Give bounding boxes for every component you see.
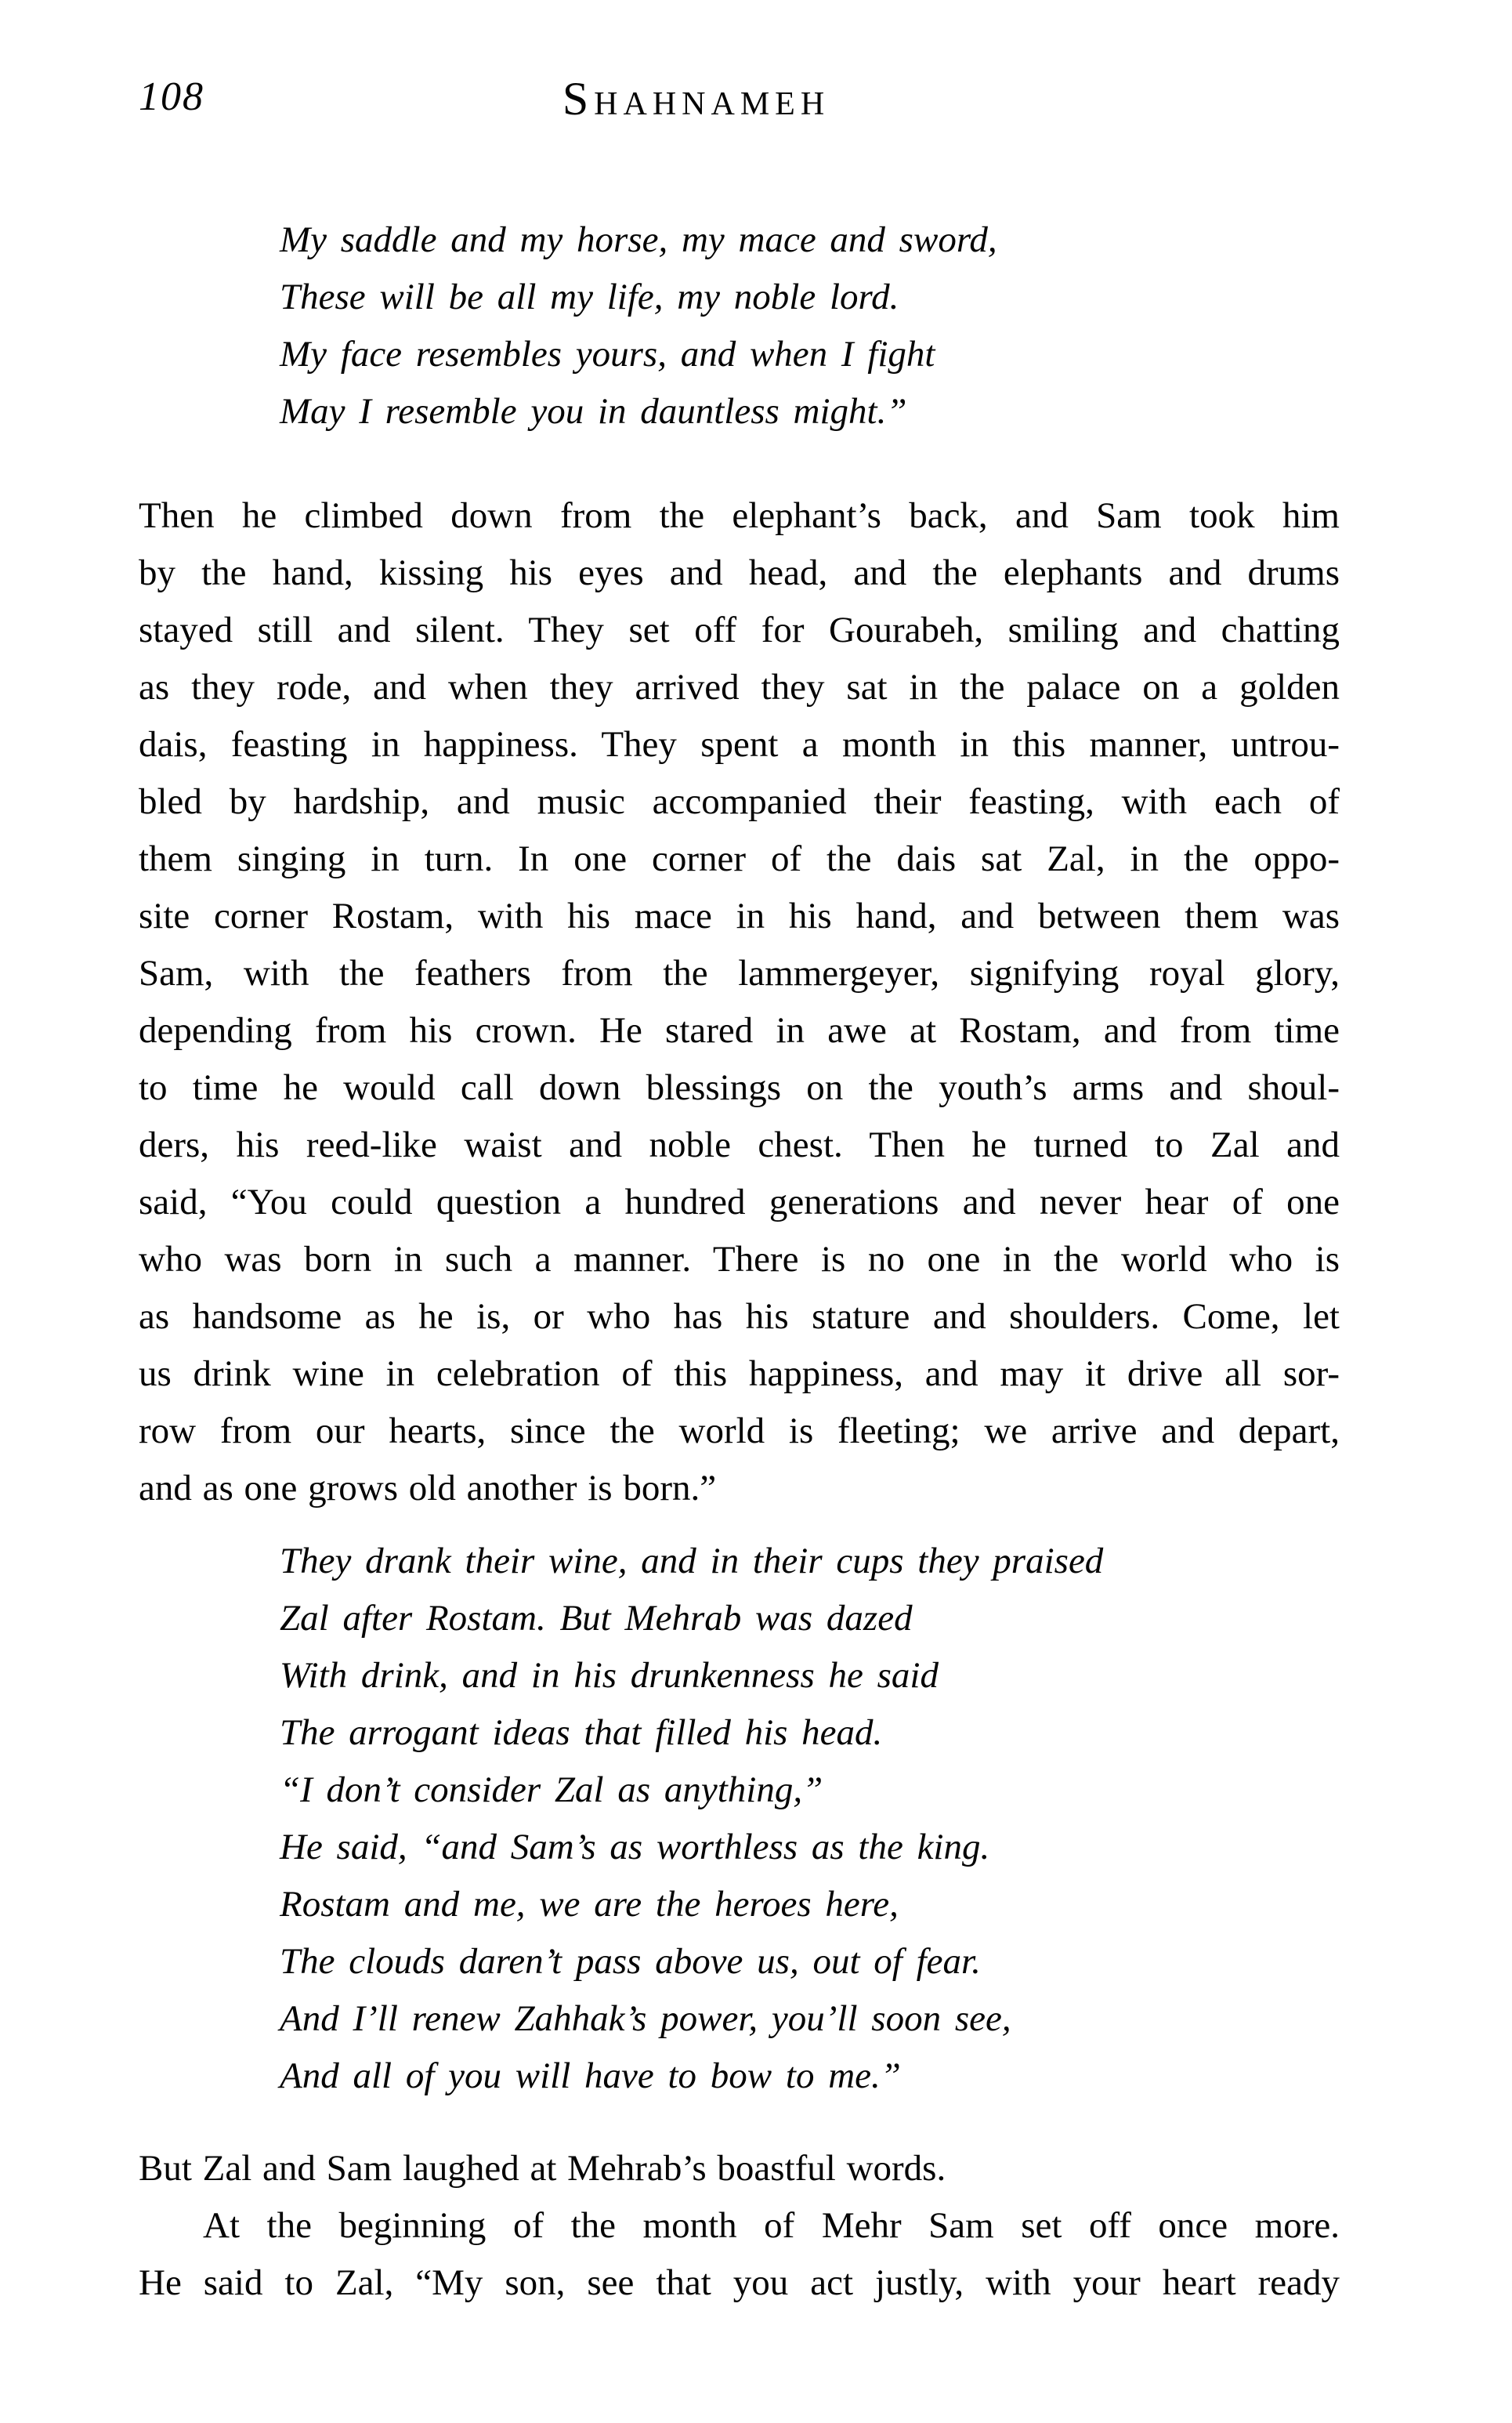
verse-line: My face resembles yours, and when I fight	[280, 334, 935, 375]
prose-line: At the beginning of the month of Mehr Sam set off once more.	[203, 2205, 1340, 2246]
verse-block-2	[280, 1533, 1103, 2105]
prose-line: row from our hearts, since the world is fleeting; we arrive and depart,	[139, 1411, 1340, 1451]
verse-line: These will be all my life, my noble lord.	[280, 277, 899, 317]
prose-line: bled by hardship, and music accompanied their feasting, with each of	[139, 781, 1340, 822]
prose-line: by the hand, kissing his eyes and head, and the elephants and drums	[139, 552, 1340, 593]
verse-block-1	[280, 212, 997, 440]
verse-line: May I resemble you in dauntless might.”	[280, 391, 907, 432]
prose-line: ders, his reed-like waist and noble chest. Then he turned to Zal and	[139, 1125, 1340, 1165]
prose-line: said, “You could question a hundred generations and never hear of one	[139, 1182, 1340, 1222]
prose-line: stayed still and silent. They set off for Gourabeh, smiling and chatting	[139, 610, 1340, 650]
prose-paragraph-1	[139, 487, 1340, 1517]
verse-line: With drink, and in his drunkenness he said	[280, 1655, 939, 1696]
prose-line: to time he would call down blessings on the youth’s arms and shoul-	[139, 1067, 1340, 1108]
running-head: Shahnameh	[562, 73, 830, 125]
verse-line: He said, “and Sam’s as worthless as the king.	[280, 1827, 990, 1867]
verse-line: Rostam and me, we are the heroes here,	[280, 1884, 899, 1925]
prose-line: depending from his crown. He stared in awe at Rostam, and from time	[139, 1010, 1340, 1051]
verse-line: Zal after Rostam. But Mehrab was dazed	[280, 1598, 913, 1639]
prose-line: as they rode, and when they arrived they sat in the palace on a golden	[139, 667, 1340, 708]
prose-line: and as one grows old another is born.”	[139, 1468, 717, 1508]
prose-line: us drink wine in celebration of this happiness, and may it drive all sor-	[139, 1353, 1340, 1394]
prose-line: them singing in turn. In one corner of the dais sat Zal, in the oppo-	[139, 838, 1340, 879]
prose-line: who was born in such a manner. There is no one in the world who is	[139, 1239, 1340, 1280]
verse-line: The clouds daren’t pass above us, out of fear.	[280, 1941, 981, 1982]
prose-line: Sam, with the feathers from the lammergeyer, signifying royal glory,	[139, 953, 1340, 994]
verse-line: The arrogant ideas that filled his head.	[280, 1712, 883, 1753]
prose-line: as handsome as he is, or who has his stature and shoulders. Come, let	[139, 1296, 1340, 1337]
prose-line: Then he climbed down from the elephant’s back, and Sam took him	[139, 495, 1340, 536]
verse-line: And all of you will have to bow to me.”	[280, 2055, 901, 2096]
verse-line: They drank their wine, and in their cups they praised	[280, 1541, 1104, 1581]
page-header	[139, 72, 1340, 125]
prose-line: He said to Zal, “My son, see that you act justly, with your heart ready	[139, 2262, 1340, 2303]
page-number: 108	[139, 74, 204, 119]
verse-line: “I don’t consider Zal as anything,”	[280, 1769, 823, 1810]
prose-line: dais, feasting in happiness. They spent a month in this manner, untrou-	[139, 724, 1340, 765]
prose-paragraph-2	[139, 2140, 1340, 2312]
prose-line: But Zal and Sam laughed at Mehrab’s boastful words.	[139, 2148, 946, 2189]
verse-line: And I’ll renew Zahhak’s power, you’ll soon see,	[280, 1998, 1011, 2039]
prose-line: site corner Rostam, with his mace in his hand, and between them was	[139, 896, 1340, 936]
verse-line: My saddle and my horse, my mace and sword,	[280, 219, 997, 260]
